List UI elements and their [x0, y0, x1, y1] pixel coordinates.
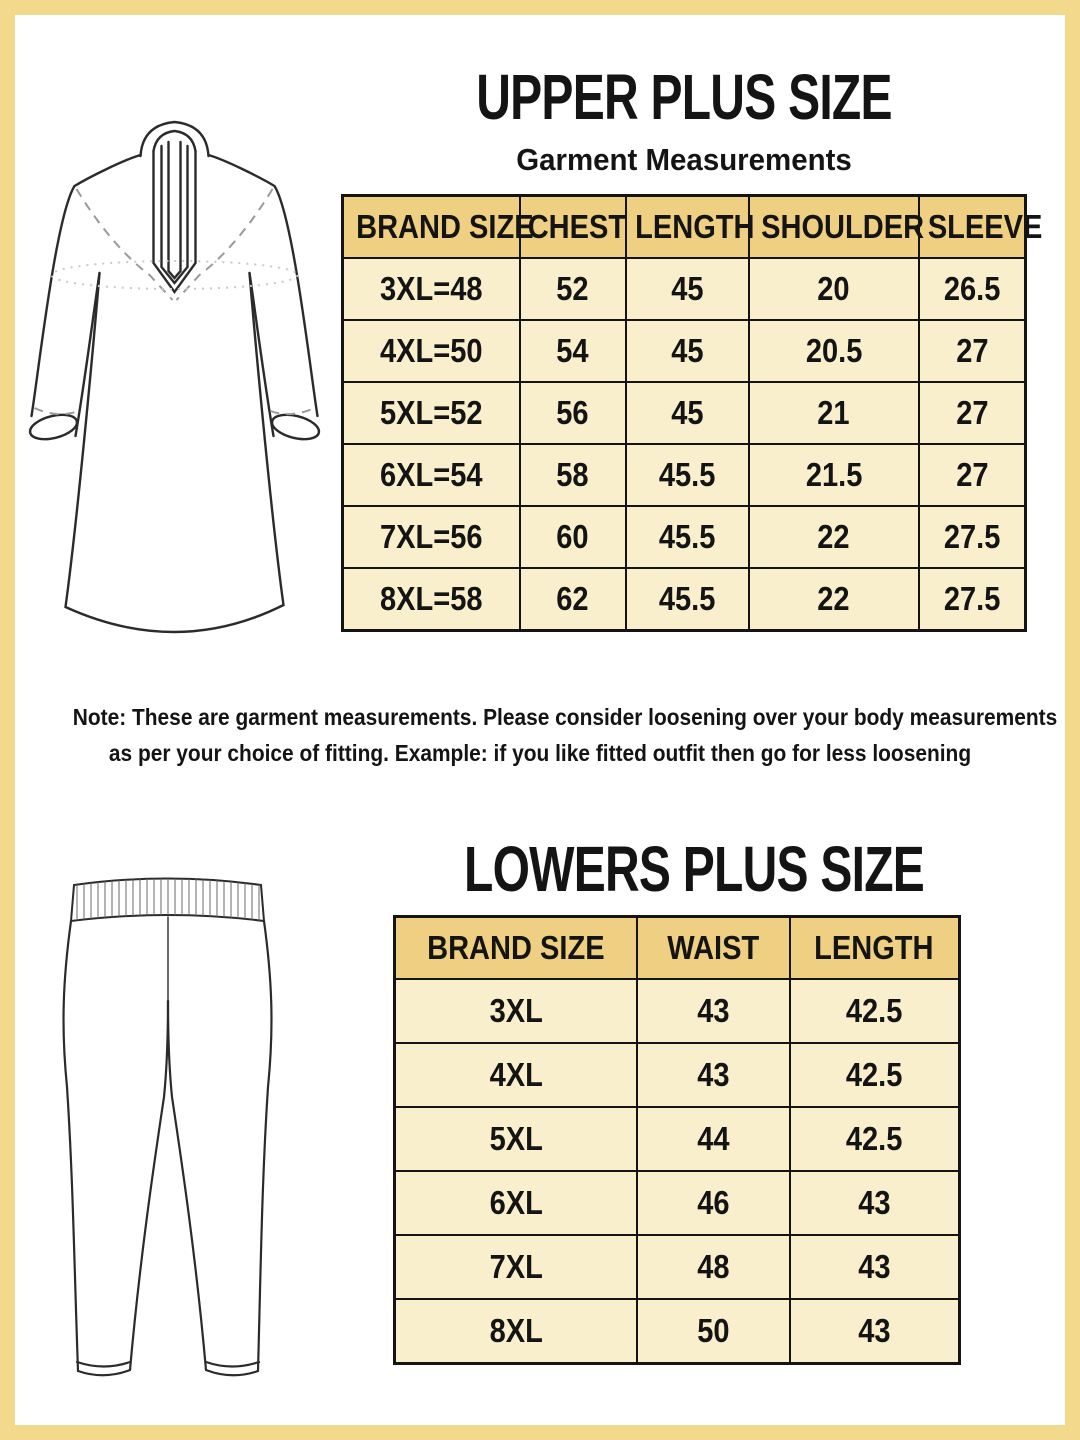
table-cell: 56: [520, 382, 626, 444]
table-cell: 8XL: [395, 1299, 637, 1364]
kurta-seam-dashes: [35, 189, 315, 414]
table-cell: 42.5: [790, 1043, 960, 1107]
table-cell: 43: [790, 1235, 960, 1299]
table-cell: 3XL: [395, 979, 637, 1043]
table-cell: 5XL: [395, 1107, 637, 1171]
table-cell: 60: [520, 506, 626, 568]
table-cell: 5XL=52: [343, 382, 520, 444]
table-cell: 4XL: [395, 1043, 637, 1107]
lower-header: [393, 833, 961, 905]
pants-line-art-icon: [60, 875, 275, 1380]
header-row: [395, 917, 960, 980]
table-row: [343, 568, 1026, 631]
table-cell: 21.5: [749, 444, 919, 506]
table-cell: 8XL=58: [343, 568, 520, 631]
upper-title-text: UPPER PLUS SIZE: [476, 61, 892, 133]
table-cell: 45: [626, 382, 749, 444]
note-line-2: as per your choice of fitting. Example: if you like fitted outfit then go for less loosening: [108, 740, 972, 766]
table-cell: 45.5: [626, 568, 749, 631]
pants-outline: [64, 917, 272, 1375]
table-row: [343, 506, 1026, 568]
pants-waistband-ribbing: [71, 879, 264, 922]
lower-title-text: LOWERS PLUS SIZE: [464, 833, 925, 905]
table-cell: 42.5: [790, 1107, 960, 1171]
upper-header: [341, 61, 1027, 177]
table-cell: 6XL=54: [343, 444, 520, 506]
table-cell: 43: [637, 979, 790, 1043]
table-cell: 45: [626, 258, 749, 320]
table-cell: 4XL=50: [343, 320, 520, 382]
table-row: [395, 1043, 960, 1107]
column-header: SLEEVE: [919, 196, 1026, 259]
table-row: [343, 382, 1026, 444]
table-cell: 42.5: [790, 979, 960, 1043]
table-cell: 6XL: [395, 1171, 637, 1235]
column-header: LENGTH: [790, 917, 960, 980]
table-row: [395, 1299, 960, 1364]
upper-title: [341, 61, 1027, 133]
table-cell: 27.5: [919, 506, 1026, 568]
table-row: [395, 1107, 960, 1171]
table-cell: 3XL=48: [343, 258, 520, 320]
table-cell: 45: [626, 320, 749, 382]
kurta-line-art-icon: [25, 115, 330, 650]
lower-title: [393, 833, 961, 905]
table-cell: 44: [637, 1107, 790, 1171]
table-cell: 43: [790, 1171, 960, 1235]
upper-size-table: [341, 194, 1043, 632]
kurta-outline: [28, 122, 322, 632]
table-cell: 26.5: [919, 258, 1026, 320]
pants-illustration: [60, 875, 275, 1380]
header-row: [343, 196, 1026, 259]
table-cell: 7XL: [395, 1235, 637, 1299]
column-header: CHEST: [520, 196, 626, 259]
table-cell: 52: [520, 258, 626, 320]
table-cell: 58: [520, 444, 626, 506]
column-header: WAIST: [637, 917, 790, 980]
table-cell: 27: [919, 382, 1026, 444]
table-cell: 43: [790, 1299, 960, 1364]
table-cell: 43: [637, 1043, 790, 1107]
table-cell: 50: [637, 1299, 790, 1364]
table-cell: 46: [637, 1171, 790, 1235]
table-cell: 27.5: [919, 568, 1026, 631]
kurta-illustration: [25, 115, 330, 650]
table-cell: 27: [919, 320, 1026, 382]
table-cell: 22: [749, 506, 919, 568]
table-row: [343, 444, 1026, 506]
table-cell: 54: [520, 320, 626, 382]
table-cell: 62: [520, 568, 626, 631]
note-line-1: Note: These are garment measurements. Please consider loosening over your body measurements: [72, 704, 1058, 730]
table-cell: 22: [749, 568, 919, 631]
table-cell: 7XL=56: [343, 506, 520, 568]
lower-size-table: [393, 915, 961, 1365]
column-header: BRAND SIZE: [395, 917, 637, 980]
table-row: [395, 1171, 960, 1235]
table-row: [343, 258, 1026, 320]
table-cell: 48: [637, 1235, 790, 1299]
column-header: LENGTH: [626, 196, 749, 259]
column-header: BRAND SIZE: [343, 196, 520, 259]
table-row: [343, 320, 1026, 382]
measurement-note: [15, 699, 1065, 771]
table-cell: 27: [919, 444, 1026, 506]
table-cell: 45.5: [626, 506, 749, 568]
table-cell: 45.5: [626, 444, 749, 506]
table-row: [395, 979, 960, 1043]
upper-subtitle-text: Garment Measurements: [516, 142, 852, 177]
table-row: [395, 1235, 960, 1299]
table-cell: 20: [749, 258, 919, 320]
table-cell: 21: [749, 382, 919, 444]
table-cell: 20.5: [749, 320, 919, 382]
column-header: SHOULDER: [749, 196, 919, 259]
upper-subtitle: [341, 144, 1027, 176]
